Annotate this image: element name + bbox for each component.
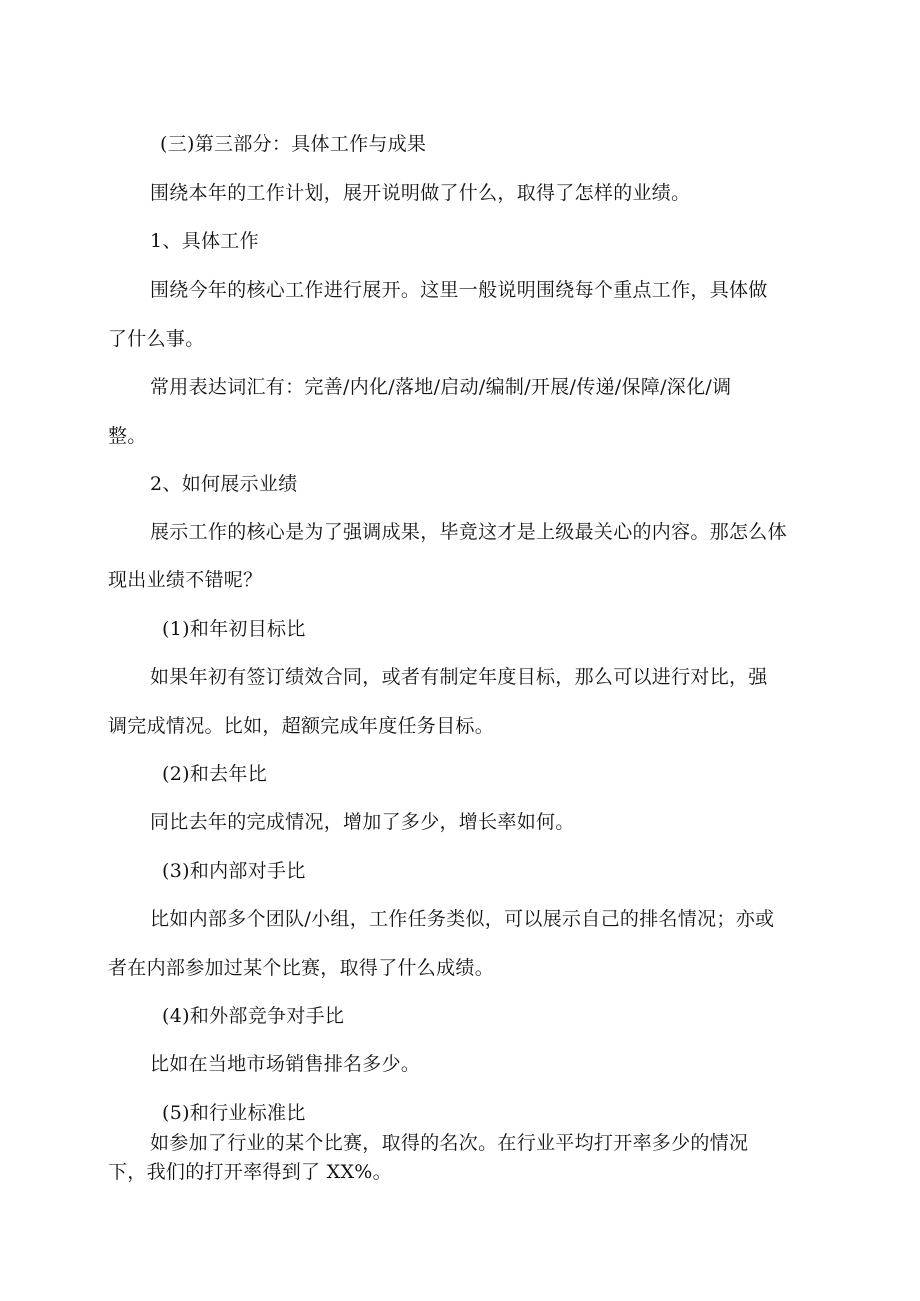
paragraph-line: 下，我们的打开率得到了 XX%。 [108,1161,392,1183]
paragraph-line: 现出业绩不错呢？ [108,569,263,591]
paragraph-line: 围绕今年的核心工作进行展开。这里一般说明围绕每个重点工作，具体做 [150,279,768,301]
paragraph-line: 如参加了行业的某个比赛，取得的名次。在行业平均打开率多少的情况 [150,1132,749,1154]
paragraph-line: 如果年初有签订绩效合同，或者有制定年度目标，那么可以进行对比，强 [150,666,768,688]
paragraph-line: 比如在当地市场销售排名多少。 [150,1053,421,1075]
item-title-5: (5)和行业标准比 [162,1102,306,1124]
paragraph-line: 比如内部多个团队/小组，工作任务类似，可以展示自己的排名情况；亦或 [150,908,775,930]
subsection-title-1: 1、具体工作 [150,230,259,252]
paragraph-line: 调完成情况。比如，超额完成年度任务目标。 [108,715,495,737]
item-title-2: (2)和去年比 [162,763,268,785]
item-title-1: (1)和年初目标比 [162,618,306,640]
intro-paragraph: 围绕本年的工作计划，展开说明做了什么，取得了怎样的业绩。 [150,182,691,204]
paragraph-line: 常用表达词汇有：完善/内化/落地/启动/编制/开展/传递/保障/深化/调 [150,376,732,398]
subsection-title-2: 2、如何展示业绩 [150,473,298,495]
item-title-4: (4)和外部竞争对手比 [162,1005,345,1027]
item-title-3: (3)和内部对手比 [162,860,306,882]
paragraph-line: 整。 [108,425,147,447]
section-title: (三)第三部分：具体工作与成果 [160,133,427,155]
paragraph-line: 者在内部参加过某个比赛，取得了什么成绩。 [108,957,495,979]
paragraph-line: 展示工作的核心是为了强调成果，毕竟这才是上级最关心的内容。那怎么体 [150,521,787,543]
paragraph-line: 了什么事。 [108,328,205,350]
paragraph-line: 同比去年的完成情况，增加了多少，增长率如何。 [150,811,575,833]
